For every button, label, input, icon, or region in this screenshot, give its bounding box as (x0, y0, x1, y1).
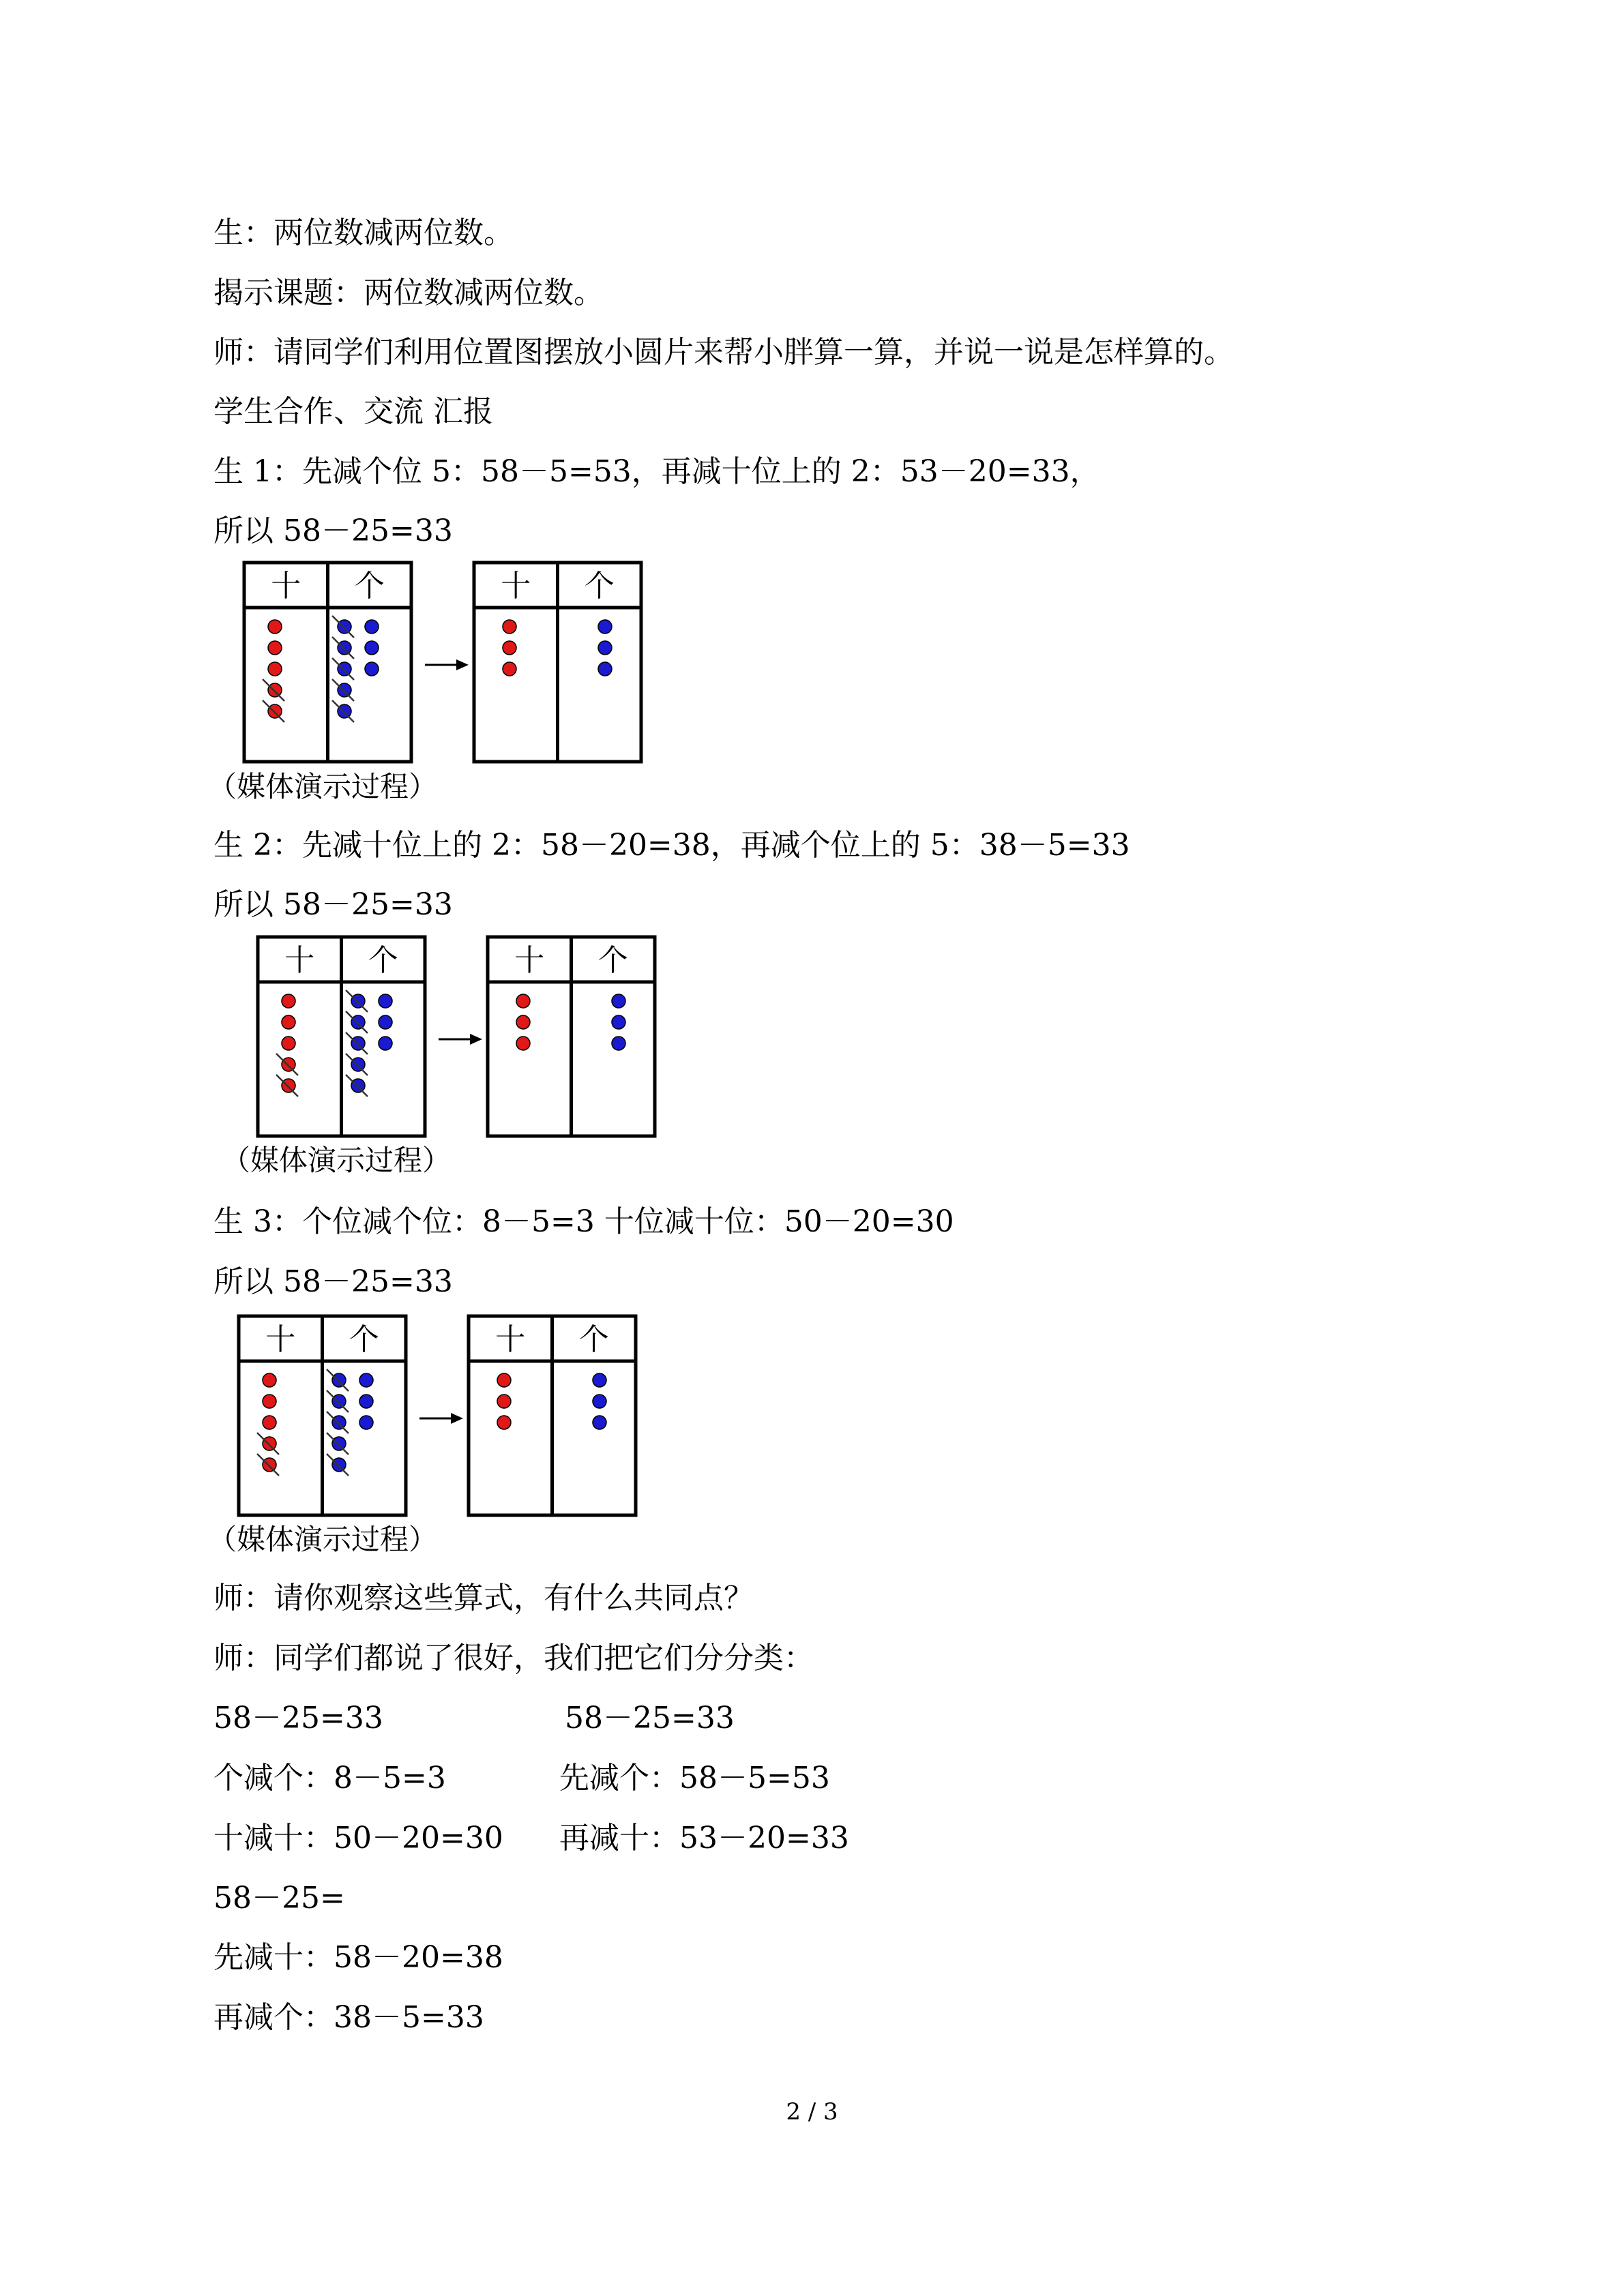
diagram3-before-tens-dot (263, 1458, 276, 1472)
diagram3-after-tens-dot (497, 1373, 511, 1387)
text-line-2: 揭示课题：两位数减两位数。 (213, 275, 604, 310)
diagram3-before-ones-dot (359, 1395, 373, 1408)
diagram2-before-tens-dot (282, 994, 295, 1008)
diagram2-before-ones-dot (351, 1037, 365, 1050)
diagram2-after-tens-header: 十 (514, 943, 545, 978)
text-line-7: 生 2：先减十位上的 2：58－20=38，再减个位上的 5：38－5=33 (213, 828, 1130, 863)
diagram3-after-ones-header: 个 (578, 1322, 609, 1357)
diagram2-before-ones-dot (379, 1015, 392, 1029)
text-line-11: 师：请你观察这些算式，有什么共同点？ (213, 1581, 754, 1615)
diagram1-before-tens-dot (268, 704, 282, 718)
diagram3-after-tens-dot (497, 1395, 511, 1408)
diagram2-after-tens-dot (516, 1037, 530, 1050)
diagram2-arrow-head (470, 1034, 482, 1045)
diagram-caption-2: （媒体演示过程） (222, 1144, 452, 1177)
diagram2-before-tens-dot (282, 1058, 295, 1071)
diagram2-before-tens-dot (282, 1015, 295, 1029)
diagram-caption-3: （媒体演示过程） (208, 1523, 438, 1556)
grid-left-3: 十减十：50－20=30 (213, 1821, 503, 1855)
diagram1-before-tens-dot (268, 620, 282, 633)
grid-right-2: 先减个：58－5=53 (559, 1761, 830, 1795)
diagram1-arrow-head (456, 659, 469, 670)
diagram3-arrow-head (451, 1413, 463, 1424)
diagram1-before-ones-header: 个 (354, 569, 385, 603)
diagram1-after-ones-dot (598, 662, 612, 676)
text-line-9: 生 3：个位减个位：8－5=3 十位减十位：50－20=30 (213, 1204, 954, 1239)
diagram3-before-ones-dot (332, 1373, 346, 1387)
text-line-15: 再减个：38－5=33 (213, 2000, 484, 2035)
diagram1-before-tens-dot (268, 683, 282, 697)
diagram3-before-tens-dot (263, 1416, 276, 1429)
diagram3-before-ones-header: 个 (349, 1322, 379, 1357)
diagram3-before-ones-dot (332, 1458, 346, 1472)
diagram2-before-tens-header: 十 (284, 943, 315, 978)
diagram1-after-tens-dot (503, 620, 516, 633)
diagram1-before-ones-dot (338, 620, 351, 633)
diagram3-after-ones-dot (593, 1373, 606, 1387)
diagram2-before-tens-dot (282, 1079, 295, 1092)
diagram1-after-tens-header: 十 (501, 569, 531, 603)
diagram1-before-ones-dot (365, 620, 379, 633)
diagram2-after-tens-dot (516, 994, 530, 1008)
diagram1-before-ones-dot (338, 662, 351, 676)
grid-right-3: 再减十：53－20=33 (559, 1821, 849, 1855)
diagram1-before-ones-dot (338, 683, 351, 697)
text-line-4: 学生合作、交流 汇报 (213, 394, 493, 429)
diagram1-before-tens-header: 十 (271, 569, 301, 603)
diagram2-after-tens-dot (516, 1015, 530, 1029)
diagram3-after-tens-header: 十 (495, 1322, 526, 1357)
diagram1-after-ones-header: 个 (584, 569, 615, 603)
diagram1-after-ones-dot (598, 641, 612, 655)
diagram1-after-tens-dot (503, 641, 516, 655)
diagram1-before-ones-dot (338, 704, 351, 718)
diagram2-before-ones-dot (379, 1037, 392, 1050)
diagram3-after-ones-dot (593, 1395, 606, 1408)
diagram3-after-tens-dot (497, 1416, 511, 1429)
grid-left-1: 58－25=33 (213, 1701, 383, 1735)
diagram1-after-ones-dot (598, 620, 612, 633)
diagram2-before-ones-dot (379, 994, 392, 1008)
text-line-13: 58－25= (213, 1881, 345, 1915)
diagram2-before-ones-dot (351, 1079, 365, 1092)
diagram2-after-ones-header: 个 (597, 943, 628, 978)
diagram1-before-tens-dot (268, 662, 282, 676)
text-line-5: 生 1：先减个位 5：58－5=53，再减十位上的 2：53－20=33， (213, 454, 1100, 489)
diagram2-before-ones-header: 个 (368, 943, 398, 978)
diagram2-after-ones-dot (612, 1037, 625, 1050)
diagram2-after-ones-dot (612, 994, 625, 1008)
diagram3-before-tens-header: 十 (265, 1322, 296, 1357)
diagram1-before-ones-dot (365, 662, 379, 676)
diagram2-before-tens-dot (282, 1037, 295, 1050)
text-line-10: 所以 58－25=33 (213, 1264, 453, 1299)
text-line-12: 师：同学们都说了很好，我们把它们分分类： (213, 1641, 814, 1675)
grid-right-1: 58－25=33 (565, 1701, 735, 1735)
diagram2-before-ones-dot (351, 994, 365, 1008)
diagram2-before-ones-dot (351, 1015, 365, 1029)
text-line-8: 所以 58－25=33 (213, 887, 453, 922)
diagram1-after-tens-dot (503, 662, 516, 676)
diagram2-before-ones-dot (351, 1058, 365, 1071)
text-line-14: 先减十：58－20=38 (213, 1940, 503, 1975)
diagram1-before-tens-dot (268, 641, 282, 655)
diagram3-before-tens-dot (263, 1437, 276, 1450)
diagram3-before-ones-dot (332, 1395, 346, 1408)
diagram1-before-ones-dot (365, 641, 379, 655)
page-number: 2 / 3 (786, 2098, 838, 2126)
diagram3-before-ones-dot (359, 1373, 373, 1387)
diagram3-before-ones-dot (359, 1416, 373, 1429)
text-line-1: 生：两位数减两位数。 (213, 215, 514, 250)
diagram3-before-tens-dot (263, 1373, 276, 1387)
diagram3-before-tens-dot (263, 1395, 276, 1408)
grid-left-2: 个减个：8－5=3 (213, 1761, 446, 1795)
diagram2-after-ones-dot (612, 1015, 625, 1029)
text-line-6: 所以 58－25=33 (213, 513, 453, 548)
diagram1-before-ones-dot (338, 641, 351, 655)
diagram3-after-ones-dot (593, 1416, 606, 1429)
diagram-caption-1: （媒体演示过程） (208, 770, 438, 803)
text-line-3: 师：请同学们利用位置图摆放小圆片来帮小胖算一算，并说一说是怎样算的。 (213, 335, 1234, 370)
diagram3-before-ones-dot (332, 1416, 346, 1429)
diagram3-before-ones-dot (332, 1437, 346, 1450)
